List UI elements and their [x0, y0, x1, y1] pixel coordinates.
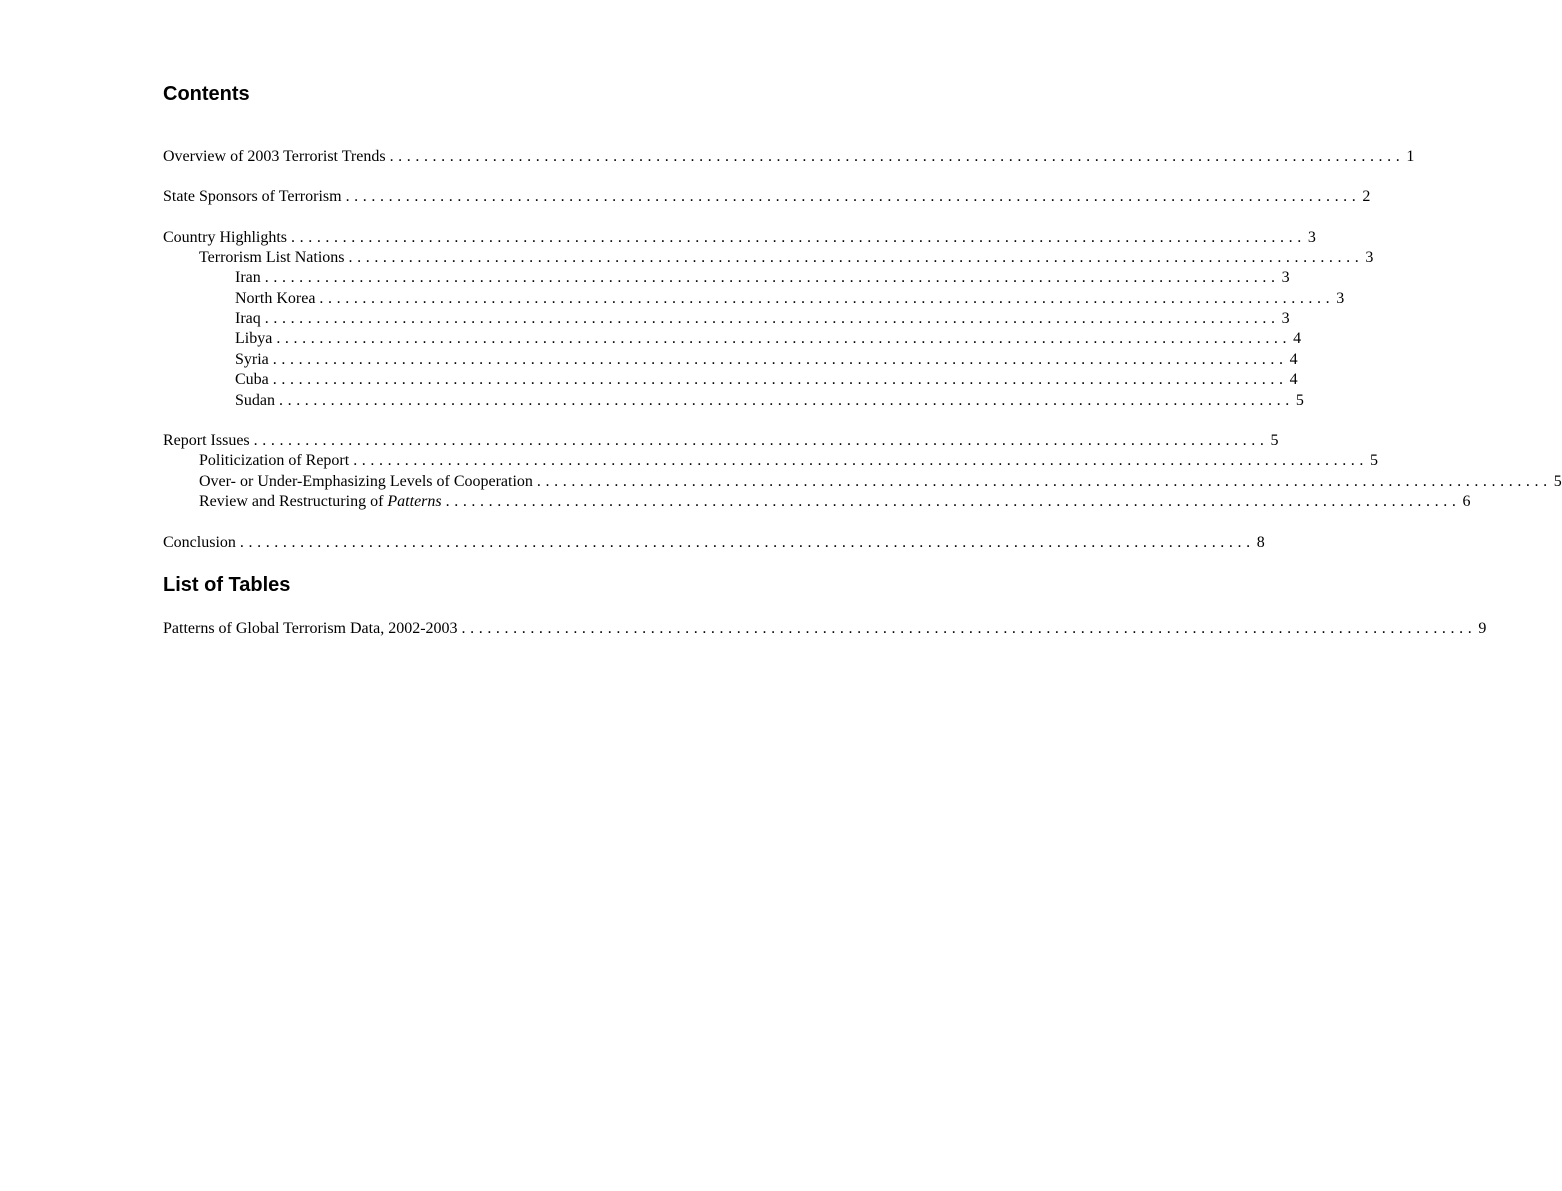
toc-entry-page: 4: [1289, 351, 1298, 368]
table-entry-title: Patterns of Global Terrorism Data, 2002-2003: [163, 620, 458, 637]
toc-entry-title: Overview of 2003 Terrorist Trends: [163, 148, 386, 165]
toc-entry-title-italic: Patterns: [387, 493, 442, 510]
dot-leader: ......................................................................................................................: [536, 473, 1552, 490]
toc-entry-page: 4: [1293, 330, 1302, 347]
toc-entry-title: Libya: [235, 330, 273, 347]
dot-leader: ......................................................................................................................: [389, 148, 1405, 165]
toc-entry-page: 3: [1281, 310, 1290, 327]
toc-entry[interactable]: [163, 431, 1279, 451]
toc-entry-title: Cuba: [235, 371, 269, 388]
toc-entry[interactable]: [235, 391, 1304, 411]
toc-entry-page: 1: [1406, 148, 1415, 165]
toc-entry-title: North Korea: [235, 290, 316, 307]
toc-entry-page: 8: [1256, 534, 1265, 551]
dot-leader: ......................................................................................................................: [239, 534, 1255, 551]
dot-leader: ......................................................................................................................: [264, 269, 1280, 286]
dot-leader: ......................................................................................................................: [345, 188, 1361, 205]
dot-leader: ......................................................................................................................: [291, 229, 1306, 246]
toc-entry[interactable]: [163, 533, 1265, 553]
toc-entry-title: Conclusion: [163, 534, 236, 551]
contents-heading: Contents: [163, 83, 250, 105]
dot-leader: ......................................................................................................................: [272, 351, 1288, 368]
toc-entry-page: 3: [1307, 229, 1316, 246]
toc-entry-title: Politicization of Report: [199, 452, 350, 469]
toc-entry-title: Report Issues: [163, 432, 250, 449]
toc-entry[interactable]: [163, 187, 1371, 207]
toc-entry[interactable]: [235, 370, 1298, 390]
table-entry-page: 9: [1478, 620, 1487, 637]
toc-entry[interactable]: [199, 248, 1374, 268]
toc-entry-title: Terrorism List Nations: [199, 249, 345, 266]
toc-entry[interactable]: [199, 472, 1562, 492]
toc-entry[interactable]: [235, 289, 1345, 309]
toc-entry-title: Iraq: [235, 310, 261, 327]
toc-entry-page: 4: [1289, 371, 1298, 388]
toc-entry-page: 2: [1362, 188, 1371, 205]
toc-entry[interactable]: [235, 268, 1290, 288]
dot-leader: ......................................................................................................................: [272, 371, 1288, 388]
toc-entry-page: 5: [1553, 473, 1562, 490]
toc-entry-title: Country Highlights: [163, 229, 288, 246]
dot-leader: ......................................................................................................................: [445, 493, 1461, 510]
toc-entry[interactable]: [163, 147, 1415, 167]
toc-entry[interactable]: [235, 350, 1298, 370]
toc-entry-page: 5: [1370, 452, 1379, 469]
dot-leader: ......................................................................................................................: [353, 452, 1369, 469]
dot-leader: ......................................................................................................................: [276, 330, 1292, 347]
dot-leader: ......................................................................................................................: [264, 310, 1280, 327]
toc-entry-title: State Sponsors of Terrorism: [163, 188, 342, 205]
toc-entry[interactable]: [163, 228, 1316, 248]
table-entry[interactable]: [163, 619, 1487, 639]
toc-entry-title: Sudan: [235, 392, 275, 409]
dot-leader: ......................................................................................................................: [461, 620, 1477, 637]
toc-entry[interactable]: [199, 492, 1471, 512]
toc-entry-page: 3: [1365, 249, 1374, 266]
dot-leader: ......................................................................................................................: [253, 432, 1269, 449]
toc-entry[interactable]: [199, 451, 1379, 471]
toc-entry-page: 5: [1270, 432, 1279, 449]
list-of-tables-heading: List of Tables: [163, 574, 291, 596]
dot-leader: ......................................................................................................................: [348, 249, 1364, 266]
dot-leader: ......................................................................................................................: [319, 290, 1335, 307]
dot-leader: ......................................................................................................................: [279, 392, 1294, 409]
toc-entry-page: 3: [1281, 269, 1290, 286]
toc-entry-title-prefix: Review and Restructuring of: [199, 493, 388, 510]
toc-entry-title: Syria: [235, 351, 269, 368]
toc-entry-title: Iran: [235, 269, 261, 286]
toc-entry[interactable]: [235, 329, 1302, 349]
toc-entry-page: 5: [1295, 392, 1304, 409]
toc-entry[interactable]: [235, 309, 1290, 329]
toc-entry-page: 6: [1462, 493, 1471, 510]
toc-entry-title: [199, 492, 446, 512]
toc-entry-page: 3: [1336, 290, 1345, 307]
toc-entry-title: Over- or Under-Emphasizing Levels of Cooperation: [199, 473, 533, 490]
